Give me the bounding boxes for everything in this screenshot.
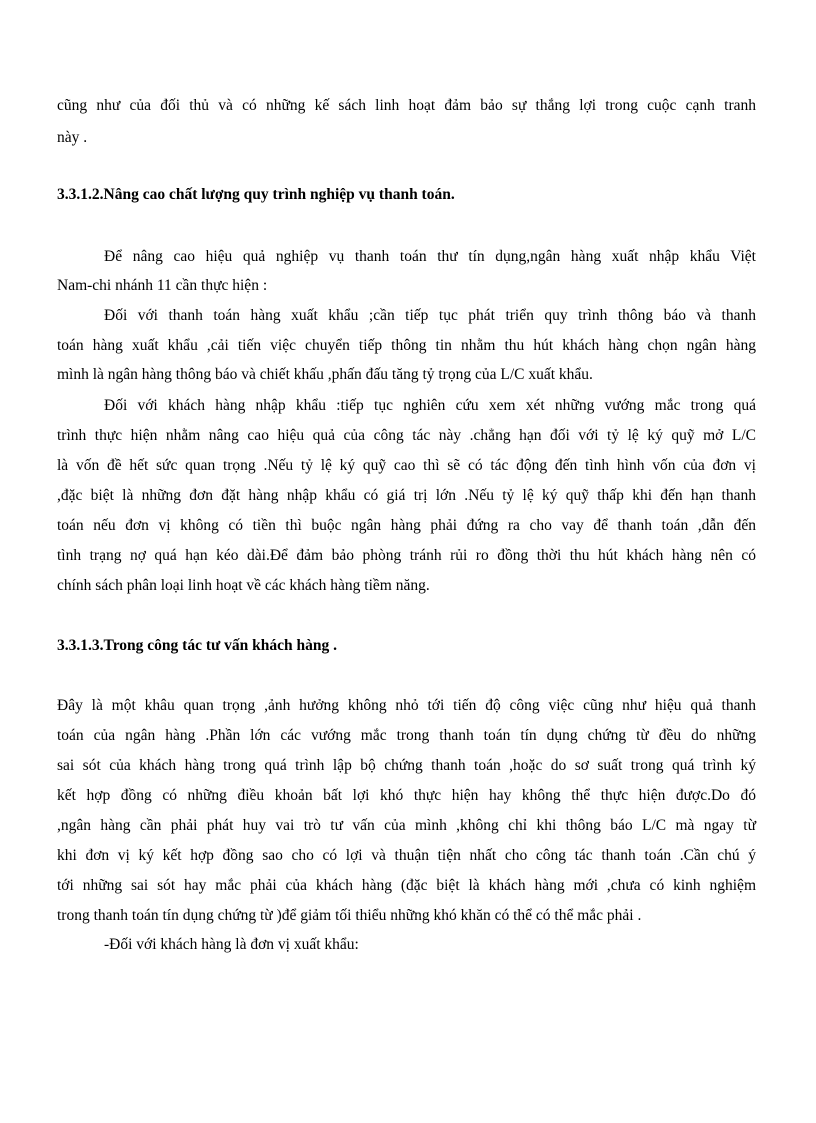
paragraph-line: tình trạng nợ quá hạn kéo dài.Để đảm bảo phòng tránh rủi ro đồng thời thu hút khách hàng nên có: [57, 547, 756, 564]
section-heading: 3.3.1.2.Nâng cao chất lượng quy trình nghiệp vụ thanh toán.: [57, 186, 455, 203]
paragraph-line: trình thực hiện nhằm nâng cao hiệu quả của công tác này .chẳng hạn đối với tỷ lệ ký quỹ mở L/C: [57, 427, 756, 444]
paragraph-line: -Đối với khách hàng là đơn vị xuất khẩu:: [104, 936, 359, 953]
paragraph-line: khi đơn vị ký kết hợp đồng sao cho có lợi và thuận tiện nhất cho công tác thanh toán .Cần chú ý: [57, 847, 756, 864]
paragraph-line: ,đặc biệt là những đơn đặt hàng nhập khẩu có giá trị lớn .Nếu tỷ lệ ký quỹ thấp khi đến hạn thanh: [57, 487, 756, 504]
paragraph-line: chính sách phân loại linh hoạt về các khách hàng tiềm năng.: [57, 577, 430, 594]
paragraph-line: kết hợp đồng có những điều khoản bất lợi khó thực hiện hay không thể thực hiện được.Do đó: [57, 787, 756, 804]
paragraph-line: là vốn đề hết sức quan trọng .Nếu tỷ lệ ký quỹ cao thì sẽ có tác động đến tình hình vốn của đơn vị: [57, 457, 756, 474]
paragraph-line: mình là ngân hàng thông báo và chiết khấu ,phấn đấu tăng tỷ trọng của L/C xuất khẩu.: [57, 366, 593, 383]
paragraph-line: Đối với thanh toán hàng xuất khẩu ;cần tiếp tục phát triển quy trình thông báo và thanh: [104, 307, 756, 324]
paragraph-line: Để nâng cao hiệu quả nghiệp vụ thanh toán thư tín dụng,ngân hàng xuất nhập khẩu Việt: [104, 248, 756, 265]
paragraph-line: ,ngân hàng cần phải phát huy vai trò tư vấn của mình ,không chỉ khi thông báo L/C mà ngay từ: [57, 817, 756, 834]
paragraph-line: cũng như của đối thủ và có những kế sách linh hoạt đảm bảo sự thắng lợi trong cuộc cạnh tranh: [57, 97, 756, 114]
paragraph-line: này .: [57, 129, 88, 146]
paragraph-line: toán hàng xuất khẩu ,cải tiến việc chuyển tiếp thông tin nhằm thu hút khách hàng chọn ngân hàng: [57, 337, 756, 354]
paragraph-line: toán nếu đơn vị không có tiền thì buộc ngân hàng phải đứng ra cho vay để thanh toán ,dẫn đến: [57, 517, 756, 534]
paragraph-line: sai sót của khách hàng trong quá trình lập bộ chứng thanh toán ,hoặc do sơ suất trong quá trình ký: [57, 757, 756, 774]
paragraph-line: trong thanh toán tín dụng chứng từ )để giảm tối thiểu những khó khăn có thể có thể mắc phải .: [57, 907, 642, 924]
section-heading: 3.3.1.3.Trong công tác tư vấn khách hàng .: [57, 637, 338, 654]
paragraph-line: tới những sai sót hay mắc phải của khách hàng (đặc biệt là khách hàng mới ,chưa có kinh nghiệm: [57, 877, 756, 894]
paragraph-line: toán của ngân hàng .Phần lớn các vướng mắc trong thanh toán tín dụng chứng từ đều do những: [57, 727, 756, 744]
paragraph-line: Đối với khách hàng nhập khẩu :tiếp tục nghiên cứu xem xét những vướng mắc trong quá: [104, 397, 756, 414]
paragraph-line: Đây là một khâu quan trọng ,ảnh hưởng không nhỏ tới tiến độ công việc cũng như hiệu quả thanh: [57, 697, 756, 714]
paragraph-line: Nam-chi nhánh 11 cần thực hiện :: [57, 277, 268, 294]
